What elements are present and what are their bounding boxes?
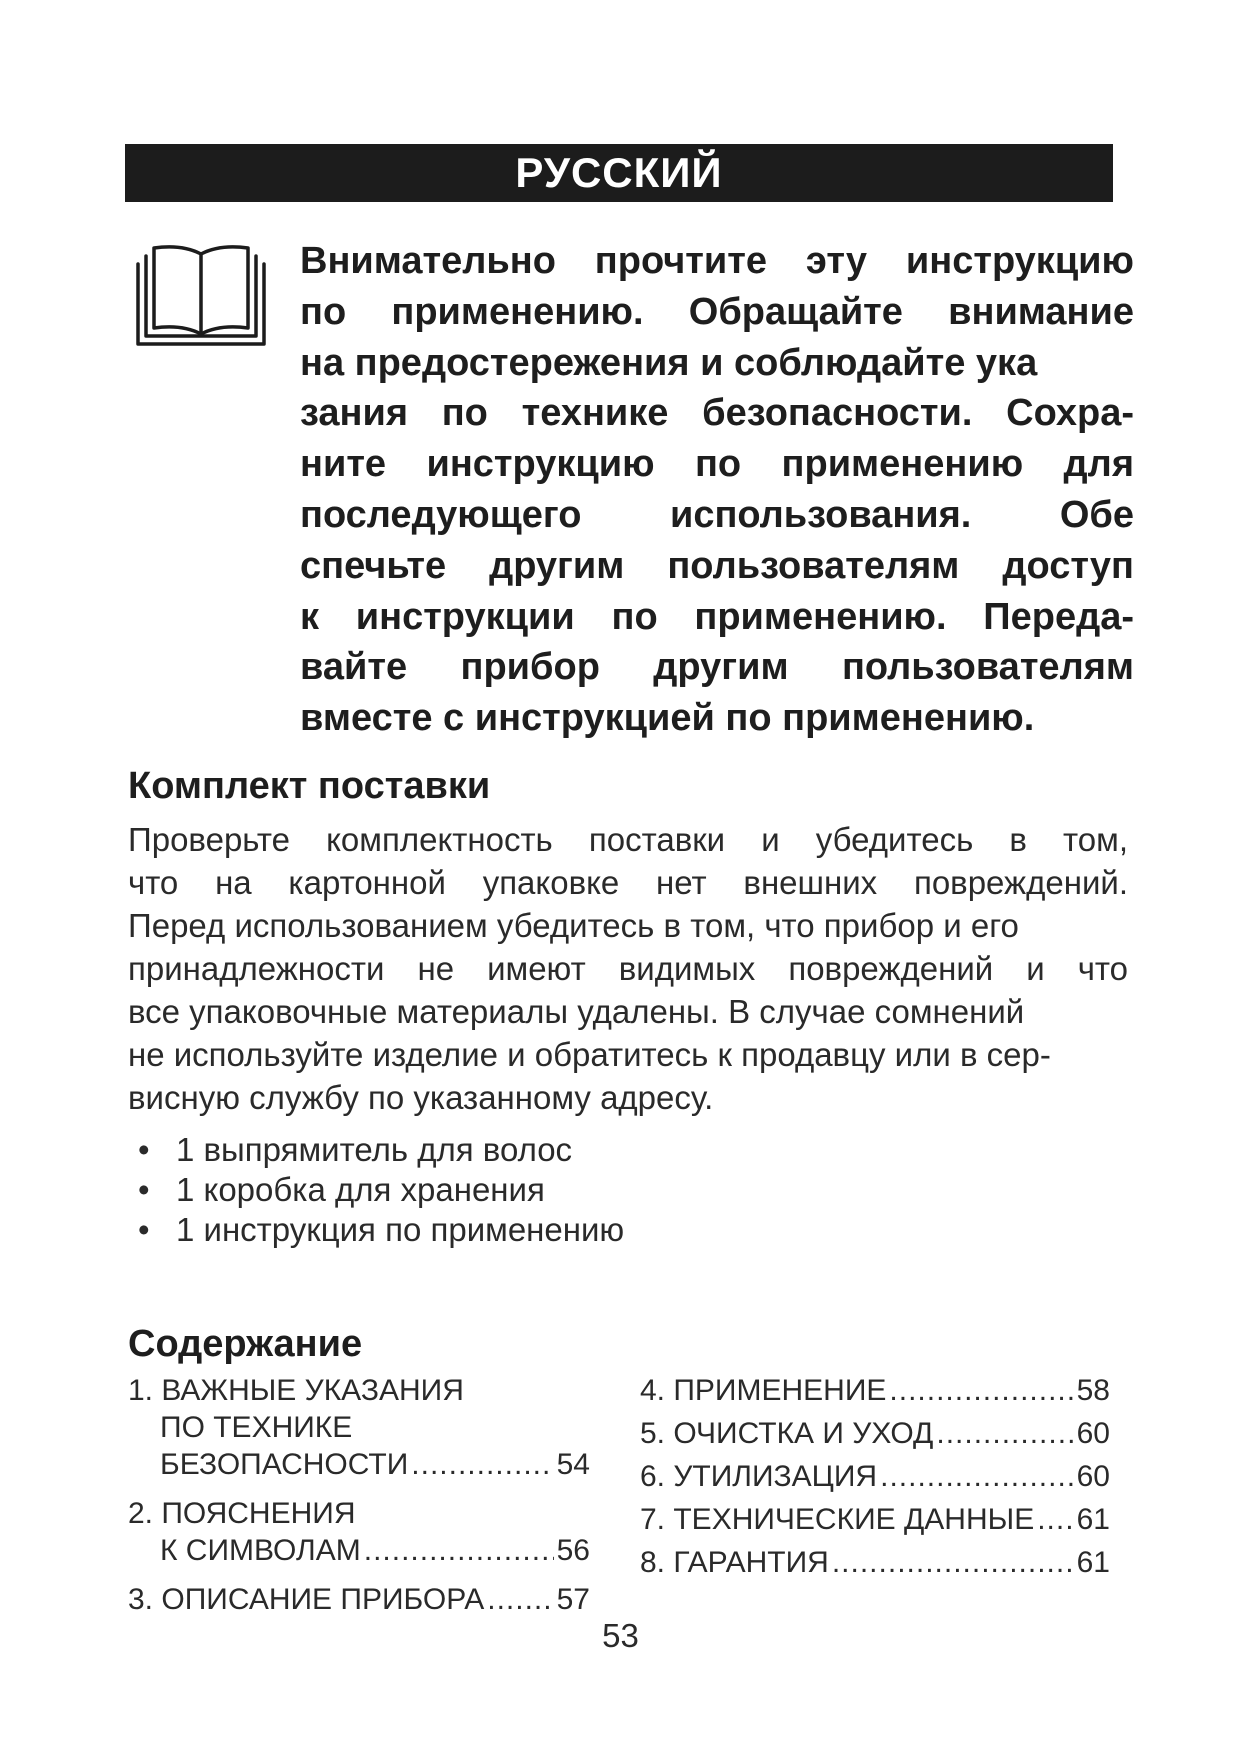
open-book-icon [132,238,270,350]
toc-title: 8. ГАРАНТИЯ [640,1546,829,1579]
toc-entry [640,1372,1110,1409]
toc-entry [128,1372,590,1409]
list-item [138,1130,624,1170]
toc-entry [128,1409,590,1446]
toc-title: 7. ТЕХНИЧЕСКИЕ ДАННЫЕ [640,1503,1035,1536]
toc-leader [364,1532,554,1569]
toc-page: 61 [1076,1546,1110,1579]
toc-page: 60 [1076,1417,1110,1450]
toc-entry [128,1495,590,1532]
list-item-text: 1 выпрямитель для волос [176,1131,573,1168]
toc-title: 6. УТИЛИЗАЦИЯ [640,1460,878,1493]
toc-page: 56 [556,1534,590,1567]
warning-line: вайте прибор другим пользователям [300,646,1134,689]
bullet-icon: • [138,1131,150,1168]
toc-entry [128,1532,590,1569]
bullet-icon: • [138,1211,150,1248]
toc-title: 5. ОЧИСТКА И УХОД [640,1417,934,1450]
delivery-heading: Комплект поставки [128,765,491,807]
warning-line: последующего использования. Обе [300,493,1134,536]
delivery-line: Проверьте комплектность поставки и убедитесь в том, [128,821,1128,858]
language-title: РУССКИЙ [515,149,723,196]
toc-page: 57 [556,1583,590,1616]
warning-text [300,236,1134,744]
toc-page: 58 [1076,1374,1110,1407]
delivery-items-list [138,1130,624,1250]
list-item [138,1210,624,1250]
toc-leader [487,1581,553,1618]
toc-page: 61 [1076,1503,1110,1536]
bullet-icon: • [138,1171,150,1208]
list-item-text: 1 коробка для хранения [176,1171,545,1208]
contents-heading: Содержание [128,1323,363,1365]
toc-leader [832,1544,1074,1581]
warning-line: зания по технике безопасности. Сохра- [300,392,1134,435]
toc-title: БЕЗОПАСНОСТИ [160,1448,409,1481]
toc-entry [128,1581,590,1618]
toc-title: 1. ВАЖНЫЕ УКАЗАНИЯ [128,1374,464,1407]
warning-line: ните инструкцию по применению для [300,443,1134,486]
delivery-line: Перед использованием убедитесь в том, что прибор и его [128,907,1019,944]
delivery-line: все упаковочные материалы удалены. В случае сомнений [128,993,1025,1030]
contents-right-column [640,1372,1110,1587]
warning-line: спечьте другим пользователям доступ [300,544,1134,587]
delivery-text [128,818,1128,1119]
toc-title: ПО ТЕХНИКЕ [160,1411,353,1444]
delivery-line: принадлежности не имеют видимых повреждений и что [128,950,1128,987]
toc-page: 60 [1076,1460,1110,1493]
toc-entry [128,1446,590,1483]
list-item [138,1170,624,1210]
toc-title: 3. ОПИСАНИЕ ПРИБОРА [128,1583,485,1616]
toc-leader [411,1446,553,1483]
contents-left-column [128,1372,590,1618]
toc-entry [640,1458,1110,1495]
toc-entry [640,1501,1110,1538]
toc-page: 54 [556,1448,590,1481]
toc-title: 4. ПРИМЕНЕНИЕ [640,1374,887,1407]
warning-line: по применению. Обращайте внимание [300,290,1134,333]
toc-entry [640,1544,1110,1581]
toc-leader [880,1458,1074,1495]
list-item-text: 1 инструкция по применению [176,1211,625,1248]
warning-line: к инструкции по применению. Переда- [300,595,1134,638]
warning-line: на предостережения и соблюдайте ука [300,341,1038,384]
toc-leader [1037,1501,1073,1538]
toc-title: К СИМВОЛАМ [160,1534,361,1567]
delivery-line: не используйте изделие и обратитесь к продавцу или в сер- [128,1036,1051,1073]
toc-entry [640,1415,1110,1452]
toc-leader [936,1415,1073,1452]
warning-line: вместе с инструкцией по применению. [300,697,1035,740]
language-header [125,144,1113,202]
page-number: 53 [602,1617,639,1654]
toc-leader [889,1372,1073,1409]
delivery-line: висную службу по указанному адресу. [128,1079,714,1116]
delivery-line: что на картонной упаковке нет внешних повреждений. [128,864,1128,901]
warning-line: Внимательно прочтите эту инструкцию [300,240,1134,282]
toc-title: 2. ПОЯСНЕНИЯ [128,1497,356,1530]
